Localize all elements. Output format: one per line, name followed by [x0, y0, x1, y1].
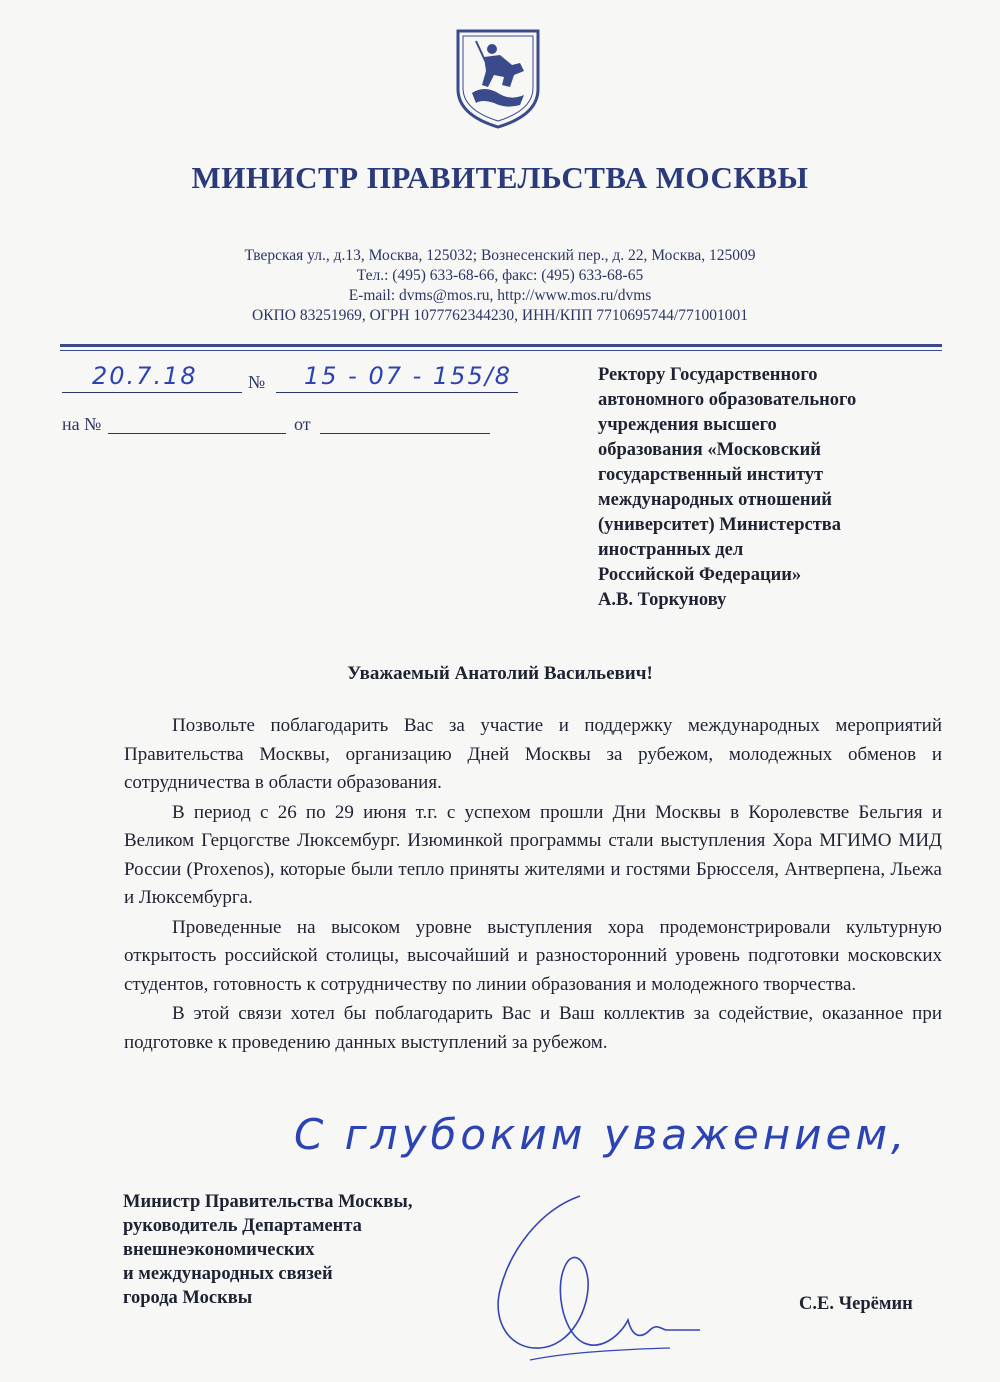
ref-number-label: на №	[62, 414, 102, 434]
body-paragraph: В этой связи хотел бы поблагодарить Вас и Ваш коллектив за содействие, оказанное при подготовке к проведению данных выступлений за рубежом.	[124, 1003, 942, 1053]
signer-title-line: внешнеэкономических	[123, 1240, 315, 1260]
number-field-underline	[276, 392, 518, 393]
addressee-line: международных отношений	[598, 490, 832, 510]
letter-body	[124, 712, 942, 1058]
handwritten-signature-icon	[470, 1190, 710, 1380]
addressee-block	[598, 363, 943, 613]
addressee-line: образования «Московский	[598, 440, 821, 460]
number-label: №	[248, 372, 266, 392]
ministry-title: МИНИСТР ПРАВИТЕЛЬСТВА МОСКВЫ	[191, 160, 809, 195]
date-field-underline	[62, 392, 242, 393]
handwritten-closing: С глубоким уважением,	[294, 1110, 909, 1159]
addressee-line: автономного образовательного	[598, 390, 857, 410]
addressee-line: учреждения высшего	[598, 415, 777, 435]
body-paragraph: В период с 26 по 29 июня т.г. с успехом прошли Дни Москвы в Королевстве Бельгия и Великом Герцогстве Люксембург. Изюминкой программы стали выступления Хора МГИМО МИД России (Proxenos), которые были тепло приняты жителями и гостями Брюсселя, Антверпена, Льежа и Люксембурга.	[124, 801, 942, 908]
signer-title-line: руководитель Департамента	[123, 1216, 362, 1236]
header-divider-thin	[60, 350, 942, 351]
addressee-line: Российской Федерации»	[598, 565, 802, 585]
addressee-line: (университет) Министерства	[598, 515, 842, 535]
moscow-coat-of-arms-icon	[454, 27, 542, 130]
addressee-line: государственный институт	[598, 465, 824, 485]
header-divider-thick	[60, 344, 942, 347]
signer-title-block	[123, 1190, 503, 1310]
contact-details	[0, 246, 1000, 326]
signer-title-line: города Москвы	[123, 1288, 253, 1308]
greeting: Уважаемый Анатолий Васильевич!	[347, 663, 653, 684]
signer-title-line: Министр Правительства Москвы,	[123, 1192, 413, 1212]
addressee-line: А.В. Торкунову	[598, 590, 727, 610]
addressee-line: иностранных дел	[598, 540, 744, 560]
body-paragraph: Проведенные на высоком уровне выступления хора продемонстрировали культурную открытость российской столицы, высочайший и разносторонний уровень подготовки московских студентов, готовность к сотрудничеству по линии образования и молодежного творчества.	[124, 916, 942, 995]
address-line: Тверская ул., д.13, Москва, 125032; Вознесенский пер., д. 22, Москва, 125009	[244, 247, 756, 264]
phone-line: Тел.: (495) 633-68-66, факс: (495) 633-68-65	[356, 267, 644, 284]
ref-from-label: от	[294, 414, 311, 434]
ref-from-underline	[320, 433, 490, 434]
ref-number-underline	[108, 433, 286, 434]
signer-name: С.Е. Черёмин	[799, 1294, 913, 1314]
handwritten-number: 15 - 07 - 155/8	[304, 362, 513, 390]
web-line: E-mail: dvms@mos.ru, http://www.mos.ru/dvms	[348, 287, 652, 304]
signer-title-line: и международных связей	[123, 1264, 333, 1284]
addressee-line: Ректору Государственного	[598, 365, 818, 385]
handwritten-date: 20.7.18	[92, 362, 198, 390]
body-paragraph: Позвольте поблагодарить Вас за участие и поддержку международных мероприятий Правительства Москвы, организацию Дней Москвы за рубежом, молодежных обменов и сотрудничества в области образования.	[124, 715, 942, 793]
codes-line: ОКПО 83251969, ОГРН 1077762344230, ИНН/КПП 7710695744/771001001	[252, 307, 748, 324]
